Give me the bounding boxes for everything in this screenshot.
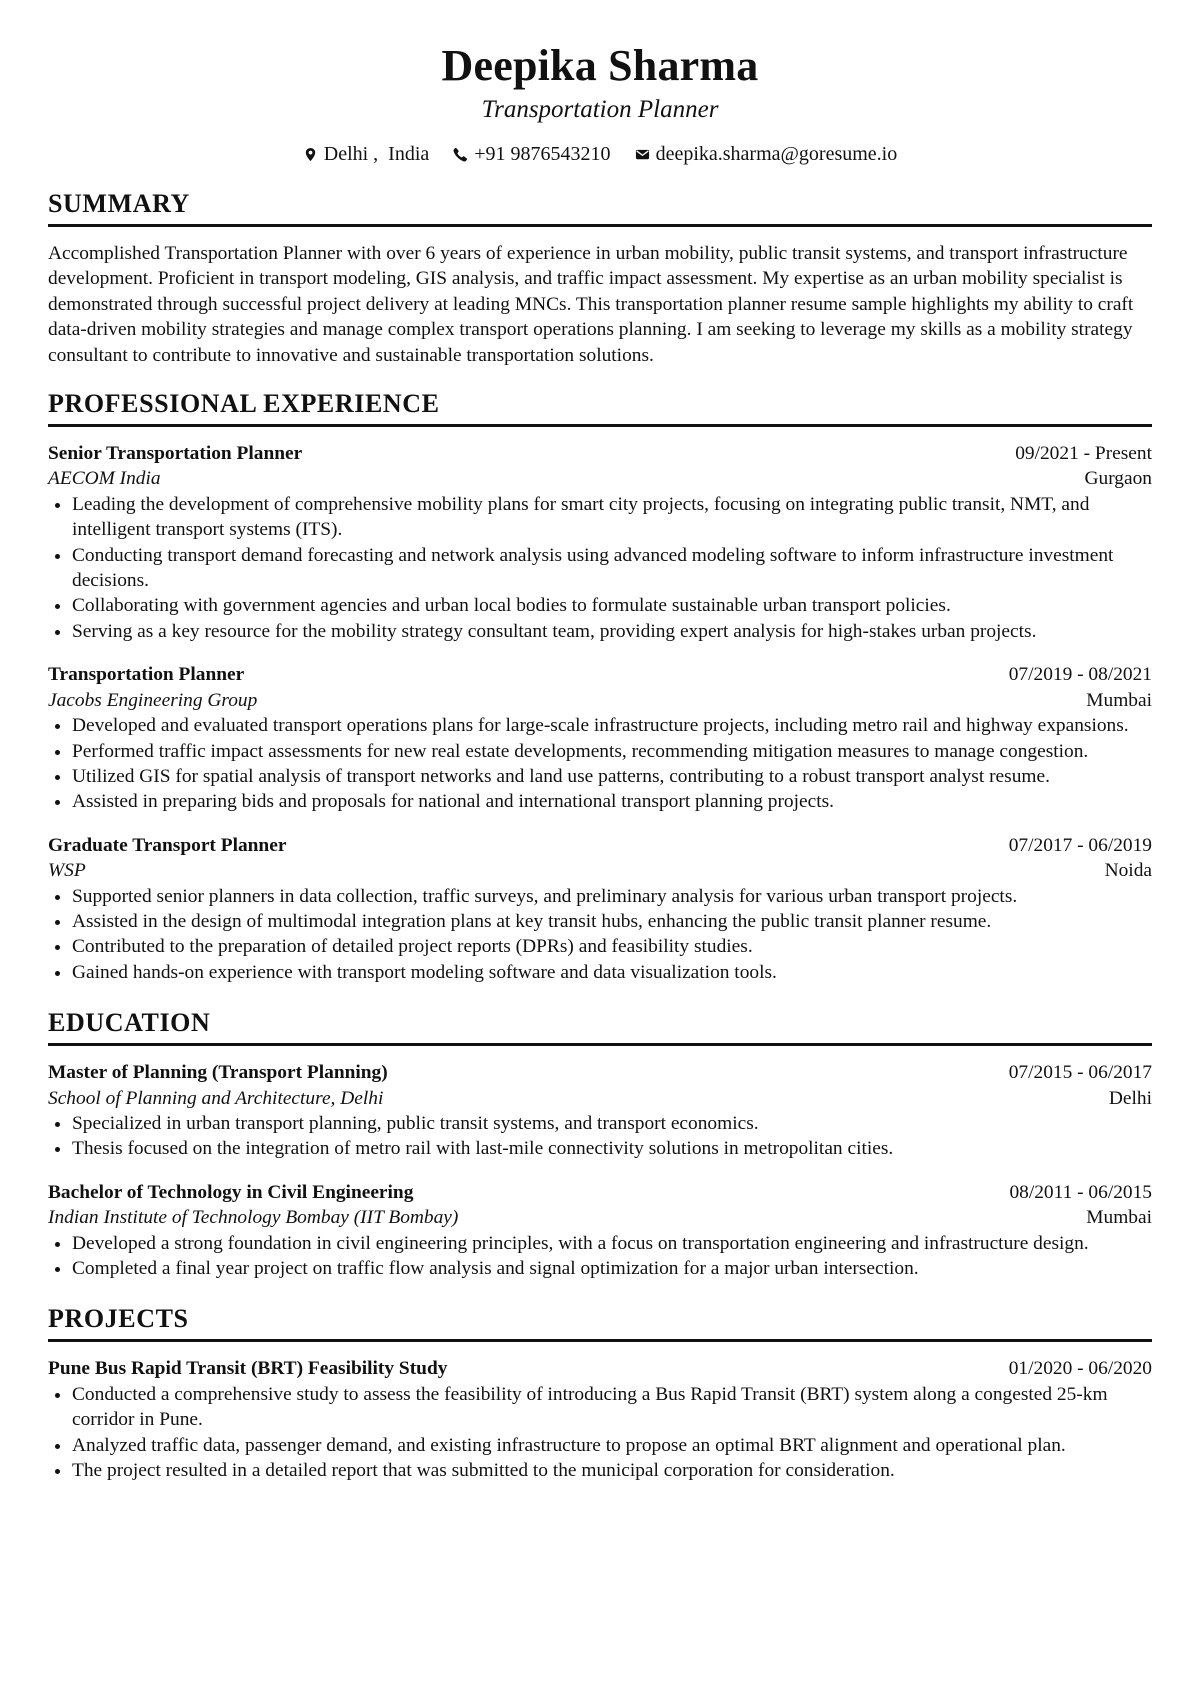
list-item: • Supported senior planners in data collection, traffic surveys, and preliminary analysis for various urban transport projects. xyxy=(72,884,1152,909)
job-header-row xyxy=(48,662,1152,687)
summary-section xyxy=(48,188,1152,368)
job-org-row xyxy=(48,688,1152,713)
list-item: • Conducted a comprehensive study to assess the feasibility of introducing a Bus Rapid Transit (BRT) system along a congested 25-km corridor in Pune. xyxy=(72,1382,1152,1433)
job-company: AECOM India xyxy=(48,468,161,490)
list-item: • Contributed to the preparation of detailed project reports (DPRs) and feasibility studies. xyxy=(72,934,1152,959)
list-item: • Completed a final year project on traffic flow analysis and signal optimization for a major urban intersection. xyxy=(72,1256,1152,1281)
list-item: • Developed a strong foundation in civil engineering principles, with a focus on transportation engineering and infrastructure design. xyxy=(72,1231,1152,1256)
list-item: • Collaborating with government agencies and urban local bodies to formulate sustainable urban transport policies. xyxy=(72,593,1152,618)
contact-email[interactable] xyxy=(635,140,898,168)
list-item: • Analyzed traffic data, passenger demand, and existing infrastructure to propose an optimal BRT alignment and operational plan. xyxy=(72,1433,1152,1458)
education-section xyxy=(48,1007,1152,1281)
school-name: School of Planning and Architecture, Delhi xyxy=(48,1087,384,1109)
phone-text: +91 9876543210 xyxy=(474,143,611,165)
projects-section xyxy=(48,1303,1152,1483)
list-item: • Developed and evaluated transport operations plans for large-scale infrastructure projects, including metro rail and highway expansions. xyxy=(72,713,1152,738)
job-company: Jacobs Engineering Group xyxy=(48,689,258,711)
list-item: • Specialized in urban transport planning, public transit systems, and transport economics. xyxy=(72,1111,1152,1136)
job-org-row xyxy=(48,858,1152,883)
email-text: deepika.sharma@goresume.io xyxy=(655,143,898,165)
job-location: Mumbai xyxy=(1086,689,1152,711)
resume-header xyxy=(48,40,1152,168)
candidate-role: Transportation Planner xyxy=(481,96,719,123)
education-entry xyxy=(48,1060,1152,1162)
job-location: Noida xyxy=(1104,860,1152,882)
education-bullets xyxy=(48,1111,1152,1162)
summary-text: Accomplished Transportation Planner with over 6 years of experience in urban mobility, public transit systems, and transport infrastructure development. Proficient in transport modeling, GIS analysis, and traffic impact assessment. My expertise as an urban mobility specialist is demonstrated through successful project delivery at leading MNCs. This transportation planner resume sample highlights my ability to craft data-driven mobility strategies and manage complex transport operations planning. I am seeking to leverage my skills as a mobility strategy consultant to contribute to innovative and sustainable transportation solutions. xyxy=(48,243,1134,366)
job-bullets xyxy=(48,713,1152,815)
list-item: • Assisted in preparing bids and proposals for national and international transport planning projects. xyxy=(72,789,1152,814)
school-name: Indian Institute of Technology Bombay (IIT Bombay) xyxy=(48,1207,459,1229)
degree-title: Bachelor of Technology in Civil Engineering xyxy=(48,1181,414,1203)
section-title: PROFESSIONAL EXPERIENCE xyxy=(48,388,1152,427)
map-pin-icon xyxy=(303,147,318,162)
list-item: • Thesis focused on the integration of metro rail with last-mile connectivity solutions in metropolitan cities. xyxy=(72,1136,1152,1161)
project-entry xyxy=(48,1356,1152,1483)
project-bullets xyxy=(48,1382,1152,1484)
job-dates: 07/2017 - 06/2019 xyxy=(1008,834,1152,856)
contact-location xyxy=(303,140,430,168)
education-org-row xyxy=(48,1205,1152,1230)
job-title: Graduate Transport Planner xyxy=(48,834,287,856)
list-item: • Serving as a key resource for the mobility strategy consultant team, providing expert analysis for high-stakes urban projects. xyxy=(72,619,1152,644)
job-header-row xyxy=(48,833,1152,858)
job-bullets xyxy=(48,492,1152,644)
project-header-row xyxy=(48,1356,1152,1381)
school-location: Mumbai xyxy=(1086,1207,1152,1229)
education-bullets xyxy=(48,1231,1152,1282)
job-bullets xyxy=(48,884,1152,986)
job-title: Senior Transportation Planner xyxy=(48,443,303,465)
list-item: • Gained hands-on experience with transport modeling software and data visualization tools. xyxy=(72,960,1152,985)
job-title: Transportation Planner xyxy=(48,664,245,686)
list-item: • Assisted in the design of multimodal integration plans at key transit hubs, enhancing the public transit planner resume. xyxy=(72,909,1152,934)
section-title: EDUCATION xyxy=(48,1007,1152,1046)
list-item: • Utilized GIS for spatial analysis of transport networks and land use patterns, contributing to a robust transport analyst resume. xyxy=(72,764,1152,789)
phone-icon xyxy=(453,147,468,162)
list-item: • Leading the development of comprehensive mobility plans for smart city projects, focusing on integrating public transit, NMT, and intelligent transport systems (ITS). xyxy=(72,492,1152,543)
education-header-row xyxy=(48,1180,1152,1205)
project-name: Pune Bus Rapid Transit (BRT) Feasibility Study xyxy=(48,1358,448,1380)
job-entry xyxy=(48,833,1152,985)
location-text: Delhi , India xyxy=(323,143,430,165)
section-title: PROJECTS xyxy=(48,1303,1152,1342)
job-location: Gurgaon xyxy=(1084,468,1152,490)
degree-title: Master of Planning (Transport Planning) xyxy=(48,1062,388,1084)
experience-section xyxy=(48,388,1152,985)
list-item: • Performed traffic impact assessments for new real estate developments, recommending mitigation measures to manage congestion. xyxy=(72,739,1152,764)
project-dates: 01/2020 - 06/2020 xyxy=(1008,1358,1152,1380)
education-org-row xyxy=(48,1086,1152,1111)
envelope-icon xyxy=(635,147,650,162)
job-company: WSP xyxy=(48,860,86,882)
contact-phone[interactable] xyxy=(453,140,610,168)
education-header-row xyxy=(48,1060,1152,1085)
list-item: • The project resulted in a detailed report that was submitted to the municipal corporation for consideration. xyxy=(72,1458,1152,1483)
job-entry xyxy=(48,441,1152,644)
education-entry xyxy=(48,1180,1152,1282)
job-entry xyxy=(48,662,1152,814)
education-dates: 07/2015 - 06/2017 xyxy=(1008,1062,1152,1084)
job-org-row xyxy=(48,466,1152,491)
section-title: SUMMARY xyxy=(48,188,1152,227)
job-dates: 09/2021 - Present xyxy=(1015,443,1152,465)
list-item: • Conducting transport demand forecasting and network analysis using advanced modeling software to inform infrastructure investment decisions. xyxy=(72,543,1152,594)
contact-bar xyxy=(48,140,1152,168)
job-header-row xyxy=(48,441,1152,466)
job-dates: 07/2019 - 08/2021 xyxy=(1008,664,1152,686)
candidate-name: Deepika Sharma xyxy=(441,41,759,90)
education-dates: 08/2011 - 06/2015 xyxy=(1009,1181,1152,1203)
school-location: Delhi xyxy=(1108,1087,1152,1109)
